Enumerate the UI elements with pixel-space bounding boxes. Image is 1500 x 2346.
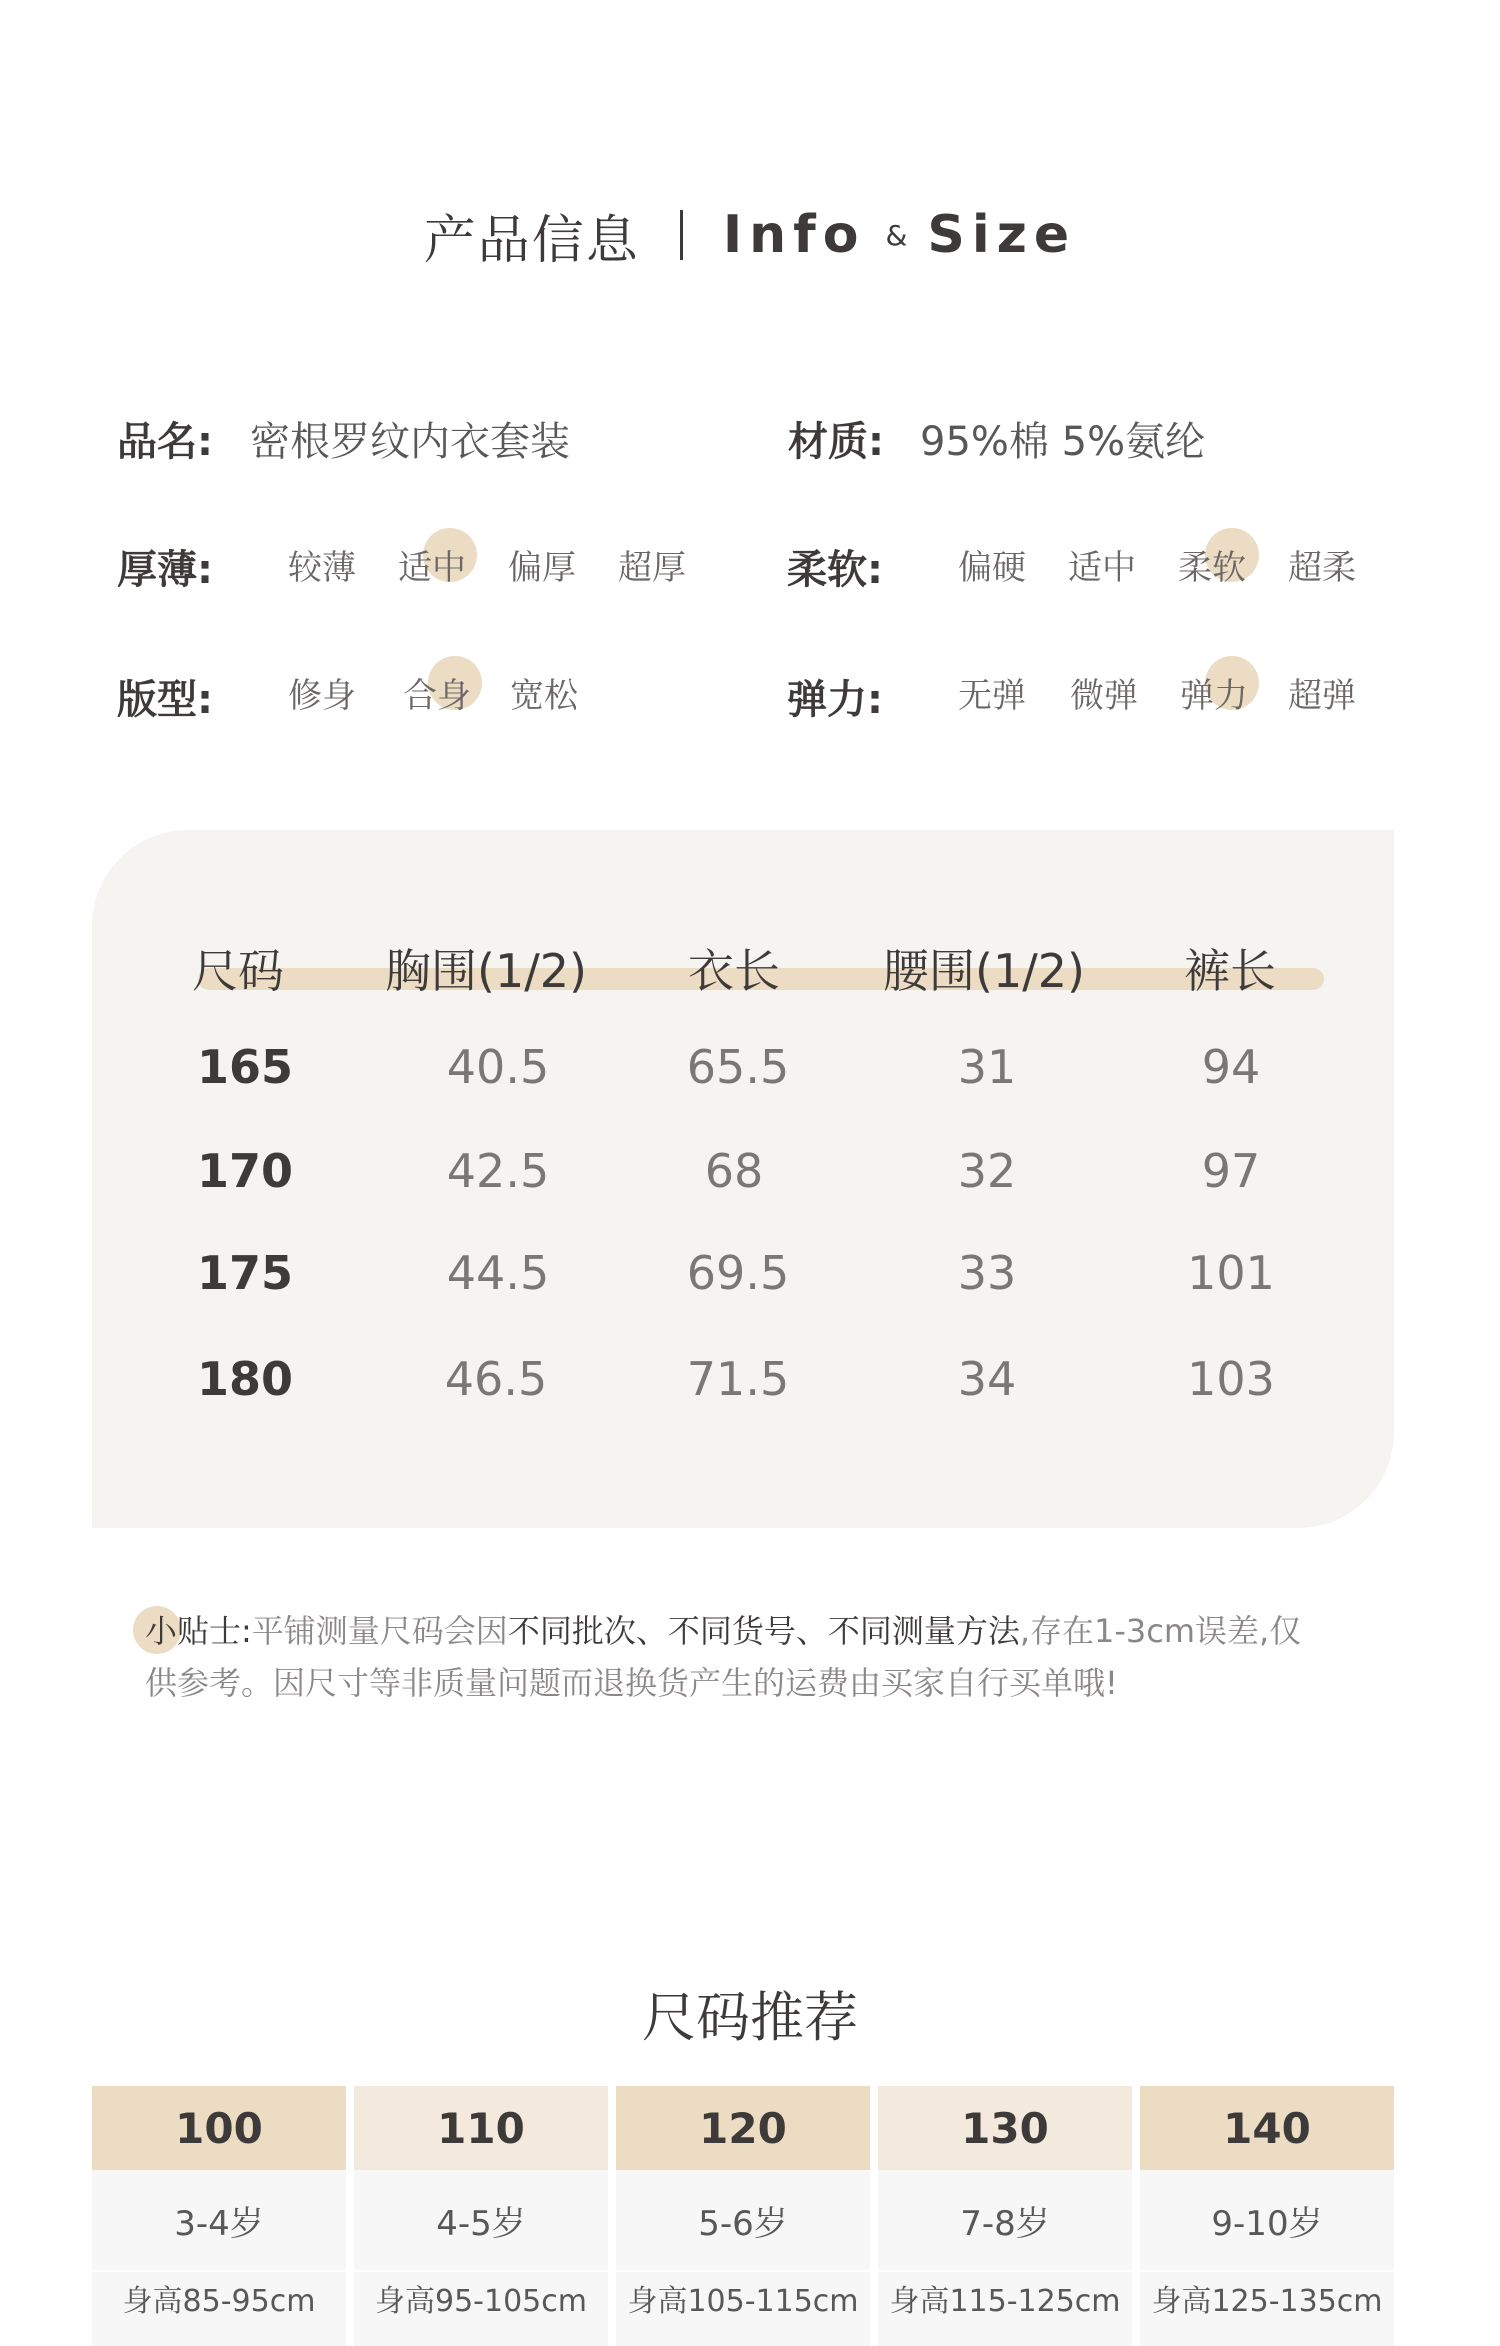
table-cell: 103: [1187, 1352, 1275, 1406]
rec-height: 身高95-105cm: [354, 2270, 608, 2346]
thickness-option: 适中: [398, 548, 466, 588]
tip-text: 平铺测量尺码会因: [251, 1612, 508, 1650]
table-cell: 33: [957, 1246, 1017, 1300]
rec-height: 身高115-125cm: [878, 2270, 1132, 2346]
title-en-info: Info: [722, 205, 866, 265]
recommendation-column: [878, 2086, 1132, 2326]
rec-age: 7-8岁: [878, 2170, 1132, 2270]
softness-label: 柔软:: [787, 547, 883, 593]
title-ampersand: &: [885, 218, 908, 252]
name-label: 品名:: [117, 419, 213, 465]
softness-option: 超柔: [1288, 548, 1356, 588]
table-header-length: 衣长: [688, 944, 780, 998]
table-header-size: 尺码: [192, 944, 284, 998]
table-cell: 71.5: [686, 1352, 790, 1406]
thickness-option: 超厚: [618, 548, 686, 588]
softness-option: 偏硬: [958, 548, 1026, 588]
fit-option: 合身: [403, 676, 471, 716]
rec-age: 5-6岁: [616, 2170, 870, 2270]
table-cell: 42.5: [446, 1144, 550, 1198]
rec-size: 100: [92, 2086, 346, 2170]
elasticity-option: 无弹: [958, 676, 1026, 716]
tip-text: ,存在1-3cm误差,仅供参考。因尺寸等非质量问题而退换货产生的运费由买家自行买单哦!: [145, 1612, 1302, 1702]
recommendation-title: 尺码推荐: [642, 1986, 858, 2049]
table-cell-size: 175: [197, 1246, 294, 1300]
softness-option: 适中: [1068, 548, 1136, 588]
rec-age: 4-5岁: [354, 2170, 608, 2270]
table-cell: 97: [1201, 1144, 1261, 1198]
table-cell-size: 170: [197, 1144, 294, 1198]
recommendation-column: [354, 2086, 608, 2326]
material-label: 材质:: [788, 419, 884, 465]
thickness-label: 厚薄:: [117, 547, 213, 593]
title-divider: [680, 210, 683, 260]
title-cn: 产品信息: [423, 210, 640, 271]
recommendation-column: [1140, 2086, 1394, 2326]
elasticity-option: 微弹: [1070, 676, 1138, 716]
page-header: [0, 200, 1500, 270]
rec-size: 110: [354, 2086, 608, 2170]
rec-size: 140: [1140, 2086, 1394, 2170]
table-cell: 68: [704, 1144, 764, 1198]
table-cell: 65.5: [686, 1040, 790, 1094]
rec-height: 身高125-135cm: [1140, 2270, 1394, 2346]
name-value: 密根罗纹内衣套装: [250, 419, 570, 465]
table-cell-size: 165: [197, 1040, 294, 1094]
elasticity-label: 弹力:: [787, 677, 883, 723]
tip-text-emphasis: 不同批次、不同货号、不同测量方法: [507, 1612, 1020, 1650]
table-header-waist: 腰围(1/2): [883, 944, 1085, 998]
softness-option: 柔软: [1178, 548, 1246, 588]
thickness-option: 偏厚: [508, 548, 576, 588]
title-en-size: Size: [927, 205, 1077, 265]
table-cell-size: 180: [197, 1352, 294, 1406]
recommendation-column: [92, 2086, 346, 2326]
table-cell: 34: [957, 1352, 1017, 1406]
fit-option: 宽松: [510, 676, 578, 716]
elasticity-option: 超弹: [1288, 676, 1356, 716]
size-tip: [145, 1605, 1325, 1709]
table-cell: 69.5: [686, 1246, 790, 1300]
table-cell: 46.5: [444, 1352, 548, 1406]
material-value: 95%棉 5%氨纶: [920, 419, 1206, 465]
rec-age: 9-10岁: [1140, 2170, 1394, 2270]
elasticity-option: 弹力: [1180, 676, 1248, 716]
rec-age: 3-4岁: [92, 2170, 346, 2270]
rec-size: 130: [878, 2086, 1132, 2170]
table-cell: 31: [957, 1040, 1017, 1094]
table-cell: 44.5: [446, 1246, 550, 1300]
fit-label: 版型:: [117, 677, 213, 723]
table-cell: 94: [1201, 1040, 1261, 1094]
table-header-pants: 裤长: [1184, 944, 1276, 998]
table-cell: 40.5: [446, 1040, 550, 1094]
table-cell: 101: [1187, 1246, 1275, 1300]
rec-size: 120: [616, 2086, 870, 2170]
thickness-option: 较薄: [288, 548, 356, 588]
table-cell: 32: [957, 1144, 1017, 1198]
tip-label: 小贴士:: [145, 1612, 252, 1650]
rec-height: 身高85-95cm: [92, 2270, 346, 2346]
fit-option: 修身: [288, 676, 356, 716]
recommendation-column: [616, 2086, 870, 2326]
rec-height: 身高105-115cm: [616, 2270, 870, 2346]
table-header-chest: 胸围(1/2): [385, 944, 587, 998]
